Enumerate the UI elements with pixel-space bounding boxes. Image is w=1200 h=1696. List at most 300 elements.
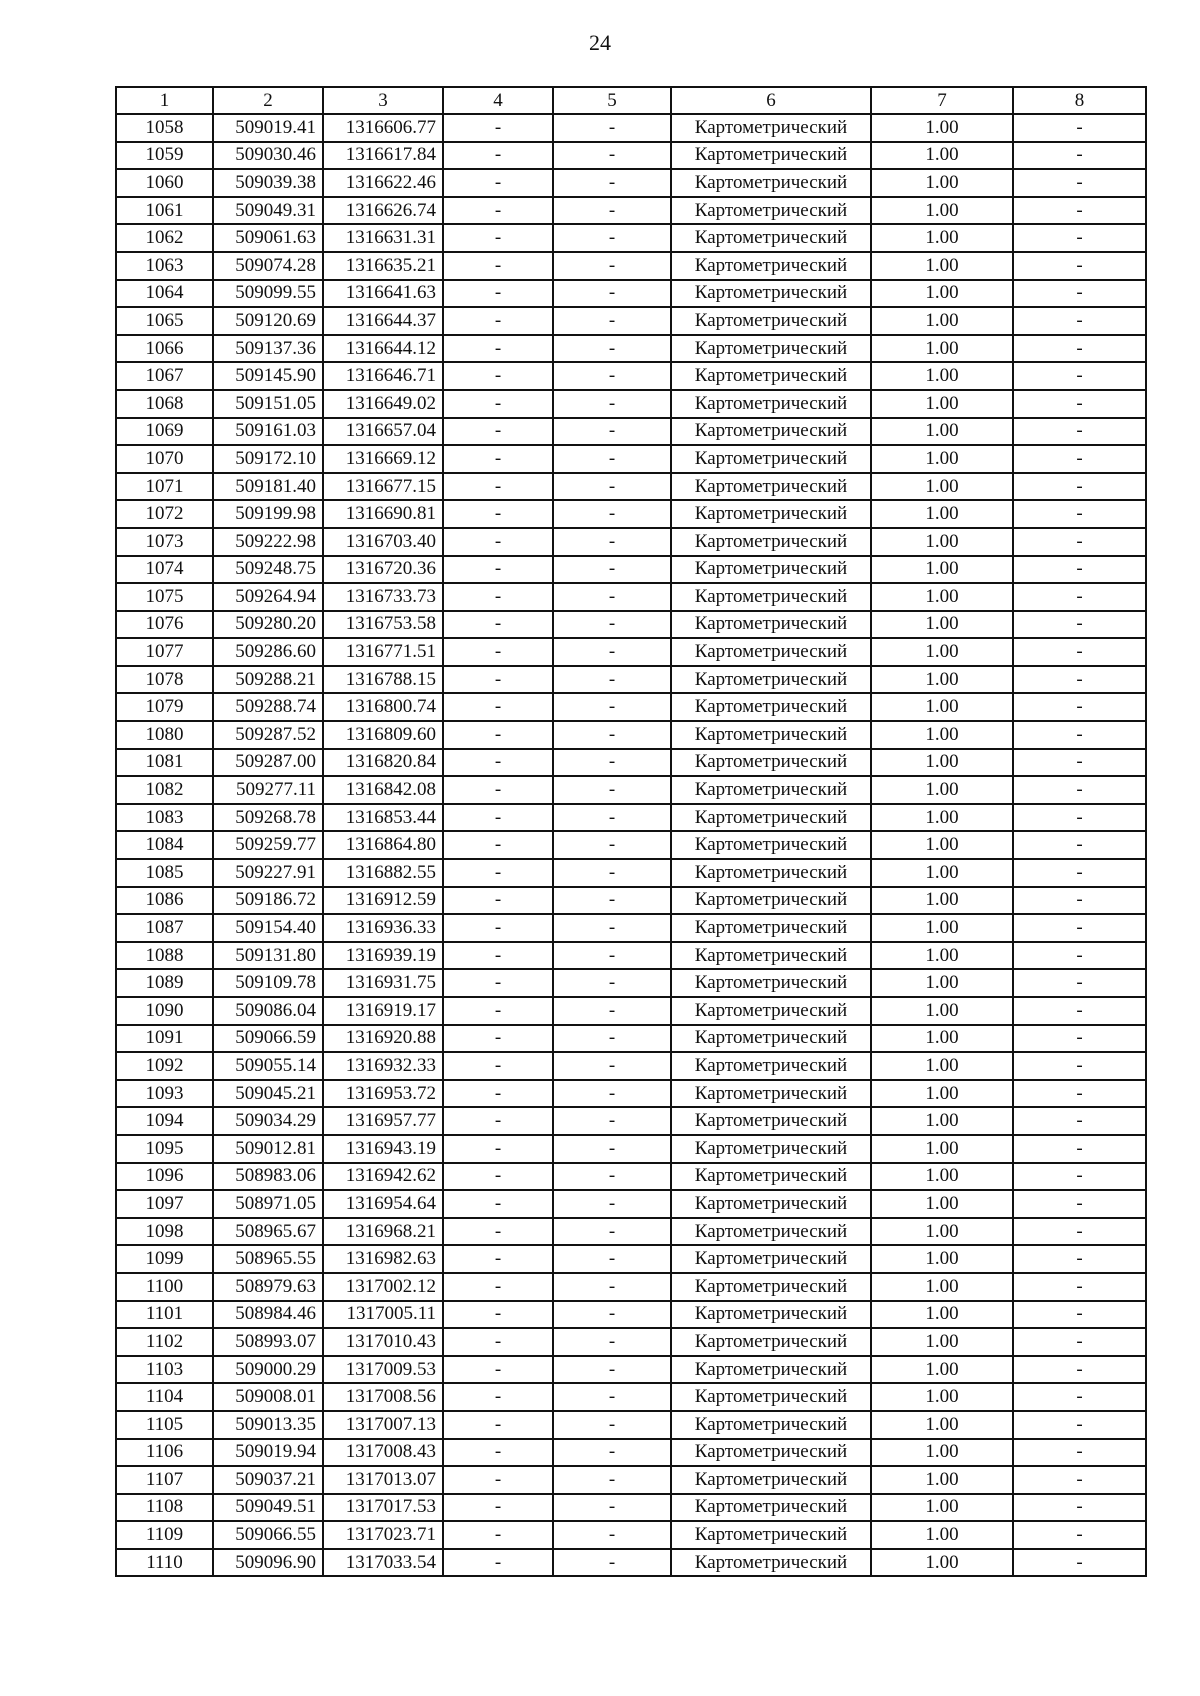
table-row	[116, 914, 1146, 942]
column-5-cell: -	[553, 1466, 671, 1494]
method-cell: Картометрический	[671, 1521, 871, 1549]
point-number-cell: 1091	[116, 1025, 213, 1053]
column-8-cell: -	[1013, 611, 1146, 639]
column-8-cell: -	[1013, 445, 1146, 473]
column-8-cell: -	[1013, 1218, 1146, 1246]
accuracy-cell: 1.00	[871, 224, 1013, 252]
y-coordinate-cell: 1317033.54	[323, 1549, 443, 1577]
method-cell: Картометрический	[671, 1052, 871, 1080]
column-4-cell: -	[443, 335, 553, 363]
column-8-cell: -	[1013, 914, 1146, 942]
point-number-cell: 1104	[116, 1383, 213, 1411]
table-row	[116, 1494, 1146, 1522]
method-cell: Картометрический	[671, 142, 871, 170]
table-row	[116, 1052, 1146, 1080]
accuracy-cell: 1.00	[871, 169, 1013, 197]
x-coordinate-cell: 509268.78	[213, 804, 323, 832]
table-row	[116, 197, 1146, 225]
y-coordinate-cell: 1316644.37	[323, 307, 443, 335]
column-5-cell: -	[553, 611, 671, 639]
table-row	[116, 114, 1146, 142]
point-number-cell: 1102	[116, 1328, 213, 1356]
x-coordinate-cell: 509008.01	[213, 1383, 323, 1411]
column-4-cell: -	[443, 1383, 553, 1411]
column-5-cell: -	[553, 224, 671, 252]
column-8-cell: -	[1013, 1107, 1146, 1135]
accuracy-cell: 1.00	[871, 1521, 1013, 1549]
point-number-cell: 1097	[116, 1190, 213, 1218]
method-cell: Картометрический	[671, 638, 871, 666]
method-cell: Картометрический	[671, 445, 871, 473]
column-8-cell: -	[1013, 583, 1146, 611]
column-4-cell: -	[443, 1301, 553, 1329]
point-number-cell: 1100	[116, 1273, 213, 1301]
table-row	[116, 831, 1146, 859]
x-coordinate-cell: 509019.94	[213, 1439, 323, 1467]
table-row	[116, 611, 1146, 639]
y-coordinate-cell: 1316982.63	[323, 1245, 443, 1273]
x-coordinate-cell: 508965.55	[213, 1245, 323, 1273]
column-5-cell: -	[553, 418, 671, 446]
point-number-cell: 1063	[116, 252, 213, 280]
point-number-cell: 1086	[116, 887, 213, 915]
accuracy-cell: 1.00	[871, 1494, 1013, 1522]
point-number-cell: 1080	[116, 721, 213, 749]
point-number-cell: 1062	[116, 224, 213, 252]
point-number-cell: 1092	[116, 1052, 213, 1080]
point-number-cell: 1060	[116, 169, 213, 197]
y-coordinate-cell: 1316820.84	[323, 749, 443, 777]
table-row	[116, 1135, 1146, 1163]
x-coordinate-cell: 509145.90	[213, 362, 323, 390]
accuracy-cell: 1.00	[871, 445, 1013, 473]
y-coordinate-cell: 1316809.60	[323, 721, 443, 749]
table-row	[116, 1218, 1146, 1246]
accuracy-cell: 1.00	[871, 1549, 1013, 1577]
y-coordinate-cell: 1317009.53	[323, 1356, 443, 1384]
column-5-cell: -	[553, 831, 671, 859]
column-4-cell: -	[443, 969, 553, 997]
column-5-cell: -	[553, 1549, 671, 1577]
x-coordinate-cell: 509061.63	[213, 224, 323, 252]
column-5-cell: -	[553, 1328, 671, 1356]
method-cell: Картометрический	[671, 252, 871, 280]
page-number: 24	[589, 30, 611, 55]
column-5-cell: -	[553, 1356, 671, 1384]
column-4-cell: -	[443, 473, 553, 501]
method-cell: Картометрический	[671, 224, 871, 252]
method-cell: Картометрический	[671, 1080, 871, 1108]
table-row	[116, 721, 1146, 749]
y-coordinate-cell: 1316635.21	[323, 252, 443, 280]
x-coordinate-cell: 509037.21	[213, 1466, 323, 1494]
x-coordinate-cell: 509012.81	[213, 1135, 323, 1163]
column-5-cell: -	[553, 1439, 671, 1467]
column-4-cell: -	[443, 390, 553, 418]
table-row	[116, 1521, 1146, 1549]
table-row	[116, 335, 1146, 363]
column-5-cell: -	[553, 1494, 671, 1522]
column-4-cell: -	[443, 528, 553, 556]
method-cell: Картометрический	[671, 473, 871, 501]
point-number-cell: 1088	[116, 942, 213, 970]
x-coordinate-cell: 508979.63	[213, 1273, 323, 1301]
x-coordinate-cell: 509030.46	[213, 142, 323, 170]
column-5-cell: -	[553, 528, 671, 556]
column-5-cell: -	[553, 749, 671, 777]
accuracy-cell: 1.00	[871, 418, 1013, 446]
column-8-cell: -	[1013, 169, 1146, 197]
point-number-cell: 1095	[116, 1135, 213, 1163]
method-cell: Картометрический	[671, 749, 871, 777]
point-number-cell: 1083	[116, 804, 213, 832]
table-row	[116, 362, 1146, 390]
point-number-cell: 1066	[116, 335, 213, 363]
method-cell: Картометрический	[671, 390, 871, 418]
x-coordinate-cell: 509120.69	[213, 307, 323, 335]
table-row	[116, 638, 1146, 666]
accuracy-cell: 1.00	[871, 887, 1013, 915]
accuracy-cell: 1.00	[871, 1466, 1013, 1494]
method-cell: Картометрический	[671, 887, 871, 915]
method-cell: Картометрический	[671, 1245, 871, 1273]
point-number-cell: 1072	[116, 500, 213, 528]
column-4-cell: -	[443, 1411, 553, 1439]
table-row	[116, 583, 1146, 611]
column-8-cell: -	[1013, 666, 1146, 694]
column-5-cell: -	[553, 942, 671, 970]
column-8-cell: -	[1013, 280, 1146, 308]
method-cell: Картометрический	[671, 1273, 871, 1301]
column-4-cell: -	[443, 1107, 553, 1135]
x-coordinate-cell: 509154.40	[213, 914, 323, 942]
table-header	[116, 87, 1146, 114]
column-4-cell: -	[443, 804, 553, 832]
method-cell: Картометрический	[671, 114, 871, 142]
x-coordinate-cell: 509199.98	[213, 500, 323, 528]
y-coordinate-cell: 1316649.02	[323, 390, 443, 418]
point-number-cell: 1065	[116, 307, 213, 335]
accuracy-cell: 1.00	[871, 942, 1013, 970]
point-number-cell: 1058	[116, 114, 213, 142]
column-4-cell: -	[443, 114, 553, 142]
x-coordinate-cell: 509280.20	[213, 611, 323, 639]
column-5-cell: -	[553, 142, 671, 170]
x-coordinate-cell: 509086.04	[213, 997, 323, 1025]
x-coordinate-cell: 508984.46	[213, 1301, 323, 1329]
column-8-cell: -	[1013, 114, 1146, 142]
y-coordinate-cell: 1316690.81	[323, 500, 443, 528]
accuracy-cell: 1.00	[871, 831, 1013, 859]
y-coordinate-cell: 1317023.71	[323, 1521, 443, 1549]
table-row	[116, 997, 1146, 1025]
column-8-cell: -	[1013, 252, 1146, 280]
x-coordinate-cell: 509186.72	[213, 887, 323, 915]
column-8-cell: -	[1013, 887, 1146, 915]
point-number-cell: 1098	[116, 1218, 213, 1246]
column-4-cell: -	[443, 583, 553, 611]
accuracy-cell: 1.00	[871, 1080, 1013, 1108]
column-5-cell: -	[553, 197, 671, 225]
column-4-cell: -	[443, 362, 553, 390]
column-5-cell: -	[553, 1080, 671, 1108]
x-coordinate-cell: 508965.67	[213, 1218, 323, 1246]
column-4-cell: -	[443, 1494, 553, 1522]
accuracy-cell: 1.00	[871, 1190, 1013, 1218]
method-cell: Картометрический	[671, 307, 871, 335]
x-coordinate-cell: 509137.36	[213, 335, 323, 363]
y-coordinate-cell: 1316939.19	[323, 942, 443, 970]
point-number-cell: 1069	[116, 418, 213, 446]
column-5-cell: -	[553, 887, 671, 915]
accuracy-cell: 1.00	[871, 1439, 1013, 1467]
column-header: 7	[871, 87, 1013, 114]
x-coordinate-cell: 509227.91	[213, 859, 323, 887]
accuracy-cell: 1.00	[871, 335, 1013, 363]
y-coordinate-cell: 1316641.63	[323, 280, 443, 308]
point-number-cell: 1099	[116, 1245, 213, 1273]
column-8-cell: -	[1013, 1135, 1146, 1163]
table-row	[116, 500, 1146, 528]
y-coordinate-cell: 1316669.12	[323, 445, 443, 473]
column-5-cell: -	[553, 1107, 671, 1135]
method-cell: Картометрический	[671, 693, 871, 721]
table-row	[116, 693, 1146, 721]
table-row	[116, 859, 1146, 887]
method-cell: Картометрический	[671, 1411, 871, 1439]
column-8-cell: -	[1013, 224, 1146, 252]
method-cell: Картометрический	[671, 528, 871, 556]
point-number-cell: 1064	[116, 280, 213, 308]
column-4-cell: -	[443, 638, 553, 666]
accuracy-cell: 1.00	[871, 252, 1013, 280]
table-row	[116, 1273, 1146, 1301]
accuracy-cell: 1.00	[871, 1411, 1013, 1439]
table-row	[116, 1383, 1146, 1411]
column-4-cell: -	[443, 693, 553, 721]
method-cell: Картометрический	[671, 997, 871, 1025]
column-8-cell: -	[1013, 693, 1146, 721]
y-coordinate-cell: 1316617.84	[323, 142, 443, 170]
y-coordinate-cell: 1316733.73	[323, 583, 443, 611]
column-5-cell: -	[553, 1411, 671, 1439]
method-cell: Картометрический	[671, 583, 871, 611]
table-row	[116, 804, 1146, 832]
y-coordinate-cell: 1317010.43	[323, 1328, 443, 1356]
method-cell: Картометрический	[671, 1328, 871, 1356]
column-5-cell: -	[553, 914, 671, 942]
accuracy-cell: 1.00	[871, 997, 1013, 1025]
accuracy-cell: 1.00	[871, 500, 1013, 528]
table-row	[116, 1301, 1146, 1329]
column-4-cell: -	[443, 1135, 553, 1163]
column-8-cell: -	[1013, 335, 1146, 363]
table-row	[116, 969, 1146, 997]
column-8-cell: -	[1013, 1328, 1146, 1356]
column-5-cell: -	[553, 1163, 671, 1191]
y-coordinate-cell: 1316800.74	[323, 693, 443, 721]
table-row	[116, 1245, 1146, 1273]
column-8-cell: -	[1013, 362, 1146, 390]
column-5-cell: -	[553, 859, 671, 887]
column-4-cell: -	[443, 611, 553, 639]
column-5-cell: -	[553, 556, 671, 584]
column-8-cell: -	[1013, 859, 1146, 887]
y-coordinate-cell: 1316957.77	[323, 1107, 443, 1135]
method-cell: Картометрический	[671, 556, 871, 584]
x-coordinate-cell: 509259.77	[213, 831, 323, 859]
accuracy-cell: 1.00	[871, 197, 1013, 225]
point-number-cell: 1108	[116, 1494, 213, 1522]
column-8-cell: -	[1013, 1190, 1146, 1218]
y-coordinate-cell: 1316771.51	[323, 638, 443, 666]
table-row	[116, 280, 1146, 308]
column-8-cell: -	[1013, 804, 1146, 832]
column-4-cell: -	[443, 749, 553, 777]
column-header: 5	[553, 87, 671, 114]
table-row	[116, 1356, 1146, 1384]
column-4-cell: -	[443, 859, 553, 887]
accuracy-cell: 1.00	[871, 666, 1013, 694]
x-coordinate-cell: 509287.52	[213, 721, 323, 749]
point-number-cell: 1109	[116, 1521, 213, 1549]
y-coordinate-cell: 1316919.17	[323, 997, 443, 1025]
header-row	[116, 87, 1146, 114]
method-cell: Картометрический	[671, 1301, 871, 1329]
column-4-cell: -	[443, 666, 553, 694]
column-4-cell: -	[443, 1052, 553, 1080]
point-number-cell: 1105	[116, 1411, 213, 1439]
column-4-cell: -	[443, 1356, 553, 1384]
accuracy-cell: 1.00	[871, 1301, 1013, 1329]
column-8-cell: -	[1013, 528, 1146, 556]
y-coordinate-cell: 1316657.04	[323, 418, 443, 446]
column-header: 3	[323, 87, 443, 114]
y-coordinate-cell: 1316646.71	[323, 362, 443, 390]
column-5-cell: -	[553, 693, 671, 721]
point-number-cell: 1067	[116, 362, 213, 390]
y-coordinate-cell: 1317002.12	[323, 1273, 443, 1301]
point-number-cell: 1093	[116, 1080, 213, 1108]
x-coordinate-cell: 509288.21	[213, 666, 323, 694]
x-coordinate-cell: 509039.38	[213, 169, 323, 197]
column-5-cell: -	[553, 969, 671, 997]
method-cell: Картометрический	[671, 721, 871, 749]
accuracy-cell: 1.00	[871, 1107, 1013, 1135]
column-4-cell: -	[443, 1521, 553, 1549]
column-4-cell: -	[443, 914, 553, 942]
table-row	[116, 1190, 1146, 1218]
column-8-cell: -	[1013, 1273, 1146, 1301]
column-4-cell: -	[443, 1273, 553, 1301]
method-cell: Картометрический	[671, 1218, 871, 1246]
accuracy-cell: 1.00	[871, 693, 1013, 721]
accuracy-cell: 1.00	[871, 1245, 1013, 1273]
column-8-cell: -	[1013, 1439, 1146, 1467]
method-cell: Картометрический	[671, 335, 871, 363]
x-coordinate-cell: 509074.28	[213, 252, 323, 280]
column-4-cell: -	[443, 1025, 553, 1053]
column-8-cell: -	[1013, 1245, 1146, 1273]
accuracy-cell: 1.00	[871, 611, 1013, 639]
table-row	[116, 1466, 1146, 1494]
table-row	[116, 390, 1146, 418]
method-cell: Картометрический	[671, 280, 871, 308]
method-cell: Картометрический	[671, 804, 871, 832]
y-coordinate-cell: 1317005.11	[323, 1301, 443, 1329]
accuracy-cell: 1.00	[871, 859, 1013, 887]
y-coordinate-cell: 1316703.40	[323, 528, 443, 556]
column-5-cell: -	[553, 1383, 671, 1411]
column-8-cell: -	[1013, 1163, 1146, 1191]
column-5-cell: -	[553, 776, 671, 804]
point-number-cell: 1059	[116, 142, 213, 170]
x-coordinate-cell: 509055.14	[213, 1052, 323, 1080]
column-8-cell: -	[1013, 1356, 1146, 1384]
column-8-cell: -	[1013, 418, 1146, 446]
column-5-cell: -	[553, 335, 671, 363]
table-row	[116, 445, 1146, 473]
y-coordinate-cell: 1317017.53	[323, 1494, 443, 1522]
y-coordinate-cell: 1316626.74	[323, 197, 443, 225]
x-coordinate-cell: 509151.05	[213, 390, 323, 418]
column-4-cell: -	[443, 142, 553, 170]
method-cell: Картометрический	[671, 859, 871, 887]
column-4-cell: -	[443, 445, 553, 473]
column-8-cell: -	[1013, 390, 1146, 418]
table-row	[116, 776, 1146, 804]
column-5-cell: -	[553, 721, 671, 749]
x-coordinate-cell: 509286.60	[213, 638, 323, 666]
table-row	[116, 1080, 1146, 1108]
y-coordinate-cell: 1316720.36	[323, 556, 443, 584]
y-coordinate-cell: 1316936.33	[323, 914, 443, 942]
accuracy-cell: 1.00	[871, 1356, 1013, 1384]
y-coordinate-cell: 1316677.15	[323, 473, 443, 501]
column-4-cell: -	[443, 1328, 553, 1356]
column-4-cell: -	[443, 1439, 553, 1467]
point-number-cell: 1075	[116, 583, 213, 611]
method-cell: Картометрический	[671, 914, 871, 942]
method-cell: Картометрический	[671, 776, 871, 804]
accuracy-cell: 1.00	[871, 1218, 1013, 1246]
column-5-cell: -	[553, 1025, 671, 1053]
column-4-cell: -	[443, 418, 553, 446]
y-coordinate-cell: 1316920.88	[323, 1025, 443, 1053]
point-number-cell: 1070	[116, 445, 213, 473]
column-5-cell: -	[553, 1190, 671, 1218]
x-coordinate-cell: 509248.75	[213, 556, 323, 584]
column-8-cell: -	[1013, 831, 1146, 859]
accuracy-cell: 1.00	[871, 638, 1013, 666]
column-4-cell: -	[443, 776, 553, 804]
table-row	[116, 749, 1146, 777]
column-5-cell: -	[553, 997, 671, 1025]
point-number-cell: 1082	[116, 776, 213, 804]
y-coordinate-cell: 1317008.56	[323, 1383, 443, 1411]
column-header: 2	[213, 87, 323, 114]
method-cell: Картометрический	[671, 1549, 871, 1577]
column-4-cell: -	[443, 1549, 553, 1577]
y-coordinate-cell: 1317008.43	[323, 1439, 443, 1467]
column-5-cell: -	[553, 280, 671, 308]
column-8-cell: -	[1013, 638, 1146, 666]
accuracy-cell: 1.00	[871, 473, 1013, 501]
method-cell: Картометрический	[671, 169, 871, 197]
method-cell: Картометрический	[671, 1466, 871, 1494]
column-4-cell: -	[443, 224, 553, 252]
method-cell: Картометрический	[671, 969, 871, 997]
